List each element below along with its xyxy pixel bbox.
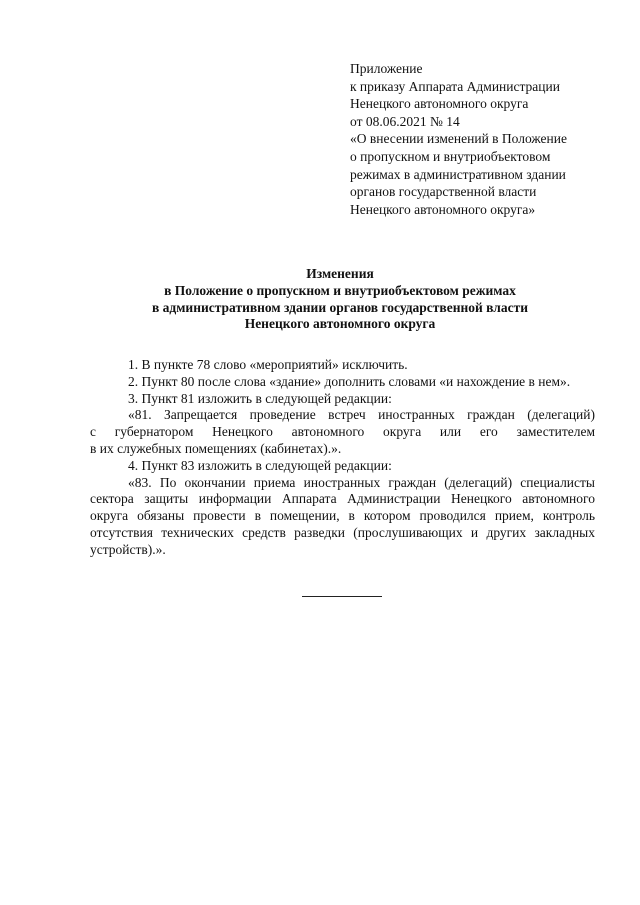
appendix-line: к приказу Аппарата Администрации bbox=[350, 78, 560, 94]
appendix-line: Приложение bbox=[350, 61, 423, 76]
quote-83-line: устройств).». bbox=[90, 541, 166, 557]
title-line: в административном здании органов государственной власти bbox=[151, 299, 529, 315]
item-4: 4. Пункт 83 изложить в следующей редакции: bbox=[128, 457, 392, 473]
appendix-line: «О внесении изменений в Положение bbox=[350, 131, 567, 147]
appendix-line: Ненецкого автономного округа» bbox=[350, 201, 536, 217]
item-2: 2. Пункт 80 после слова «здание» дополнить словами «и нахождение в нем». bbox=[128, 373, 571, 389]
appendix-line: Ненецкого автономного округа bbox=[350, 96, 529, 112]
item-3: 3. Пункт 81 изложить в следующей редакции: bbox=[128, 390, 392, 406]
document-title bbox=[60, 266, 620, 333]
quote-81-line: с губернатором Ненецкого автономного округа или его заместителем bbox=[90, 424, 595, 440]
appendix-header bbox=[350, 60, 620, 218]
appendix-line: о пропускном и внутриобъектовом bbox=[350, 148, 551, 164]
title-line: Изменения bbox=[306, 266, 374, 281]
title-line: Ненецкого автономного округа bbox=[244, 316, 436, 332]
quote-83-line: округа обязаны провести в помещении, в котором проводился прием, контроль bbox=[90, 508, 595, 524]
quote-81-line: в их служебных помещениях (кабинетах).». bbox=[90, 440, 342, 456]
appendix-line: режимах в административном здании bbox=[350, 166, 566, 182]
appendix-line: органов государственной власти bbox=[350, 184, 537, 200]
document-body bbox=[90, 357, 595, 559]
item-1: 1. В пункте 78 слово «мероприятий» исключить. bbox=[128, 357, 408, 372]
quote-81-line: «81. Запрещается проведение встреч иностранных граждан (делегаций) bbox=[128, 407, 595, 423]
appendix-line: от 08.06.2021 № 14 bbox=[350, 113, 460, 129]
quote-83-line: «83. По окончании приема иностранных граждан (делегаций) специалисты bbox=[128, 474, 595, 490]
quote-83-line: сектора защиты информации Аппарата Администрации Ненецкого автономного bbox=[90, 491, 595, 507]
end-separator-line bbox=[302, 596, 382, 597]
quote-83-line: отсутствия технических средств разведки (прослушивающих и других закладных bbox=[90, 524, 595, 540]
title-line: в Положение о пропускном и внутриобъектовом режимах bbox=[164, 282, 516, 298]
